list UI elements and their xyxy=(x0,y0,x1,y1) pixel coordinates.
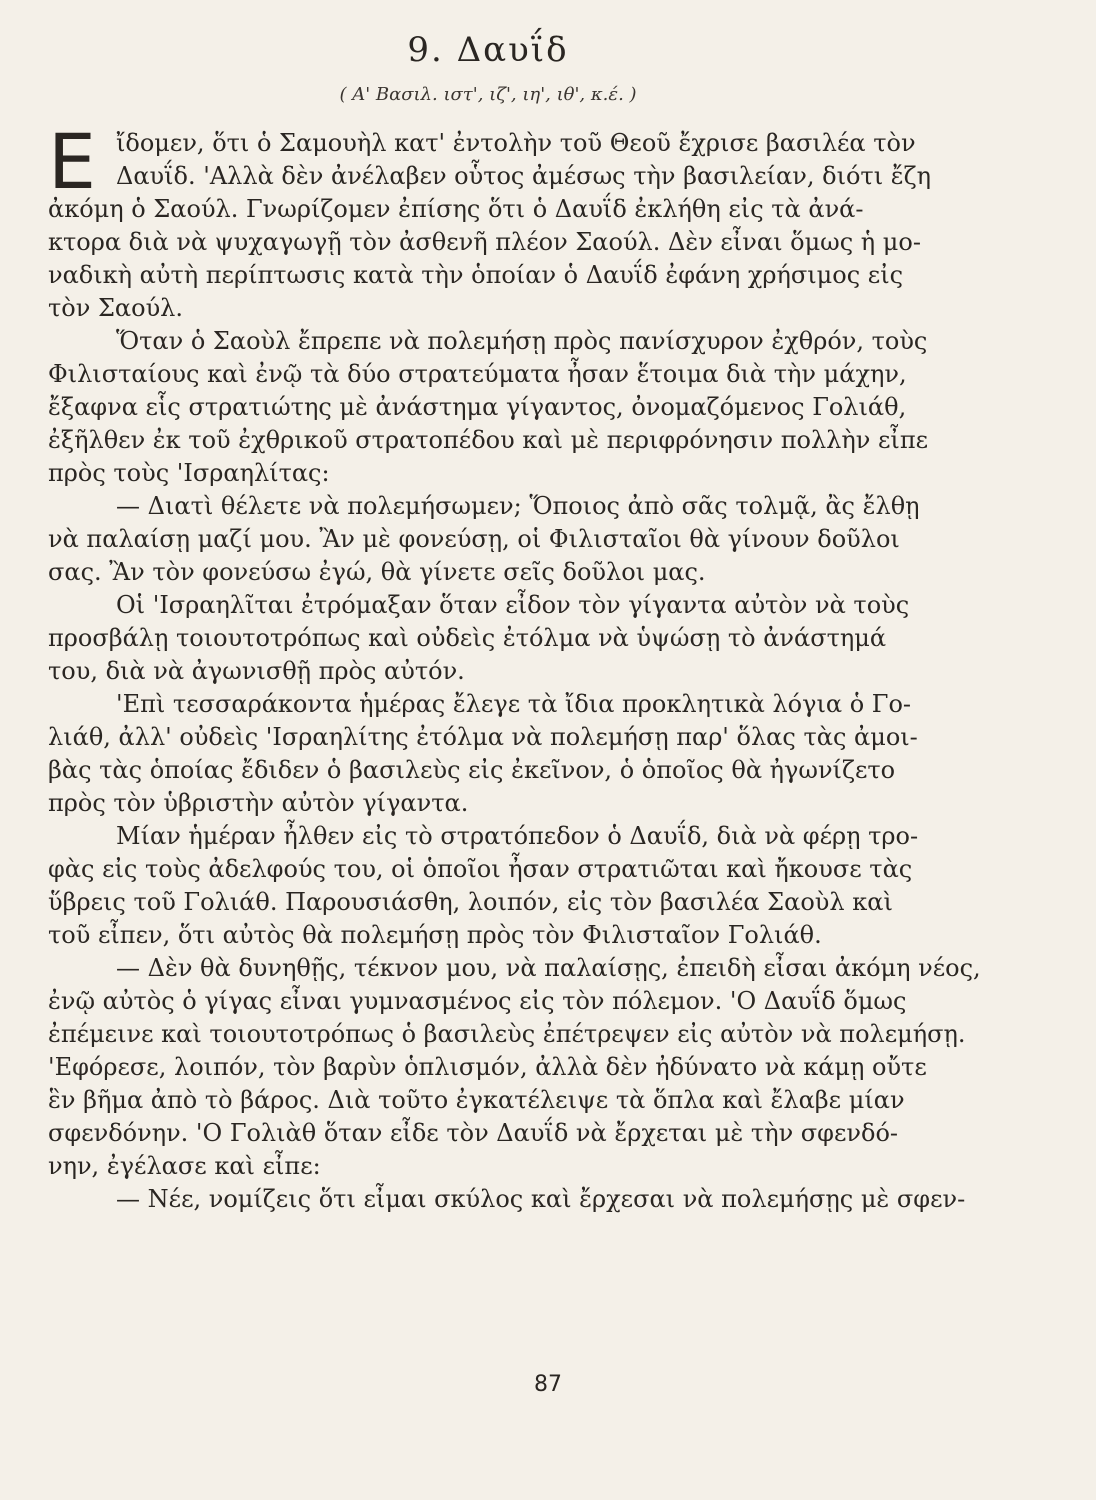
text-line: προσβάλῃ τοιουτοτρόπως καὶ οὐδεὶς ἐτόλμα νὰ ὑψώσῃ τὸ ἀνάστημά xyxy=(48,624,887,652)
text-line: νην, ἐγέλασε καὶ εἶπε: xyxy=(48,1152,321,1180)
text-line: ἔξαφνα εἷς στρατιώτης μὲ ἀνάστημα γίγαντος, ὀνομαζόμενος Γολιάθ, xyxy=(48,393,907,421)
text-line: Φιλισταίους καὶ ἐνῷ τὰ δύο στρατεύματα ἦσαν ἕτοιμα διὰ τὴν μάχην, xyxy=(48,360,907,388)
text-line: σφενδόνην. 'Ο Γολιὰθ ὅταν εἶδε τὸν Δαυΐδ νὰ ἔρχεται μὲ τὴν σφενδό- xyxy=(48,1119,899,1147)
text-line: κτορα διὰ νὰ ψυχαγωγῇ τὸν ἀσθενῆ πλέον Σαούλ. Δὲν εἶναι ὅμως ἡ μο- xyxy=(48,228,921,256)
page-number: 87 xyxy=(534,1372,562,1397)
page xyxy=(48,30,981,1216)
page-title: 9. Δαυΐδ xyxy=(407,30,569,70)
text-line: 'Εφόρεσε, λοιπόν, τὸν βαρὺν ὁπλισμόν, ἀλλὰ δὲν ἠδύνατο νὰ κάμῃ οὔτε xyxy=(48,1053,927,1081)
text-line: — Δὲν θὰ δυνηθῇς, τέκνον μου, νὰ παλαίσῃς, ἐπειδὴ εἶσαι ἀκόμη νέος, xyxy=(116,954,981,982)
text-line: σας. Ἂν τὸν φονεύσω ἐγώ, θὰ γίνετε σεῖς δοῦλοι μας. xyxy=(48,558,706,586)
text-line: 'Επὶ τεσσαράκοντα ἡμέρας ἔλεγε τὰ ἴδια προκλητικὰ λόγια ὁ Γο- xyxy=(116,690,912,718)
text-line: Ὅταν ὁ Σαοὺλ ἔπρεπε νὰ πολεμήσῃ πρὸς πανίσχυρον ἐχθρόν, τοὺς xyxy=(116,327,928,355)
text-line: τὸν Σαούλ. xyxy=(48,294,183,322)
drop-cap: Ε xyxy=(48,117,97,206)
text-line: ἐξῆλθεν ἐκ τοῦ ἐχθρικοῦ στρατοπέδου καὶ μὲ περιφρόνησιν πολλὴν εἶπε xyxy=(48,426,929,454)
chapter-reference: ( Α' Βασιλ. ιστ', ιζ', ιη', ιθ', κ.έ. ) xyxy=(339,84,637,105)
paragraph-goliath-mocks xyxy=(48,1183,966,1216)
text-line: Δαυΐδ. 'Αλλὰ δὲν ἀνέλαβεν οὗτος ἀμέσως τὴν βασιλείαν, διότι ἔζη xyxy=(116,162,932,190)
text-line: ἀκόμη ὁ Σαούλ. Γνωρίζομεν ἐπίσης ὅτι ὁ Δαυΐδ ἐκλήθη εἰς τὰ ἀνά- xyxy=(48,195,864,223)
text-line: Μίαν ἡμέραν ἦλθεν εἰς τὸ στρατόπεδον ὁ Δαυΐδ, διὰ νὰ φέρῃ τρο- xyxy=(116,822,919,850)
text-line: ἴδομεν, ὅτι ὁ Σαμουὴλ κατ' ἐντολὴν τοῦ Θεοῦ ἔχρισε βασιλέα τὸν xyxy=(116,129,916,157)
paragraph-goliath-speech xyxy=(48,490,928,589)
text-line: Οἱ 'Ισραηλῖται ἐτρόμαξαν ὅταν εἶδον τὸν γίγαντα αὐτὸν νὰ τοὺς xyxy=(116,591,910,619)
paragraph-king-reply xyxy=(48,952,981,1183)
text-line: νὰ παλαίσῃ μαζί μου. Ἂν μὲ φονεύσῃ, οἱ Φιλισταῖοι θὰ γίνουν δοῦλοι xyxy=(48,525,900,553)
text-line: πρὸς τὸν ὑβριστὴν αὐτὸν γίγαντα. xyxy=(48,789,469,817)
text-line: του, διὰ νὰ ἀγωνισθῇ πρὸς αὐτόν. xyxy=(48,657,465,685)
text-line: ἐνῷ αὐτὸς ὁ γίγας εἶναι γυμνασμένος εἰς τὸν πόλεμον. 'Ο Δαυΐδ ὅμως xyxy=(48,987,907,1015)
text-line: λιάθ, ἀλλ' οὐδεὶς 'Ισραηλίτης ἐτόλμα νὰ πολεμήσῃ παρ' ὅλας τὰς ἀμοι- xyxy=(48,723,918,751)
paragraph-goliath-challenge xyxy=(48,325,928,490)
text-line: βὰς τὰς ὁποίας ἔδιδεν ὁ βασιλεὺς εἰς ἐκεῖνον, ὁ ὁποῖος θὰ ἠγωνίζετο xyxy=(48,756,896,784)
text-line: ναδικὴ αὐτὴ περίπτωσις κατὰ τὴν ὁποίαν ὁ Δαυΐδ ἐφάνη χρήσιμος εἰς xyxy=(48,261,904,289)
text-line: πρὸς τοὺς 'Ισραηλίτας: xyxy=(48,459,330,487)
paragraph-david-arrives xyxy=(48,820,928,952)
text-line: ἐπέμεινε καὶ τοιουτοτρόπως ὁ βασιλεὺς ἐπέτρεψεν εἰς αὐτὸν νὰ πολεμήσῃ. xyxy=(48,1020,966,1048)
first-paragraph xyxy=(48,117,932,325)
text-line: ὕβρεις τοῦ Γολιάθ. Παρουσιάσθη, λοιπόν, εἰς τὸν βασιλέα Σαοὺλ καὶ xyxy=(48,888,893,916)
text-line: — Νέε, νομίζεις ὅτι εἶμαι σκύλος καὶ ἔρχεσαι νὰ πολεμήσῃς μὲ σφεν- xyxy=(116,1185,966,1213)
text-line: ἓν βῆμα ἀπὸ τὸ βάρος. Διὰ τοῦτο ἐγκατέλειψε τὰ ὅπλα καὶ ἔλαβε μίαν xyxy=(48,1086,905,1114)
paragraph-forty-days xyxy=(48,688,928,820)
text-line: φὰς εἰς τοὺς ἀδελφούς του, οἱ ὁποῖοι ἦσαν στρατιῶται καὶ ἤκουσε τὰς xyxy=(48,855,913,883)
text-line: τοῦ εἶπεν, ὅτι αὐτὸς θὰ πολεμήσῃ πρὸς τὸν Φιλισταῖον Γολιάθ. xyxy=(48,921,822,949)
text-line: — Διατὶ θέλετε νὰ πολεμήσωμεν; Ὅποιος ἀπὸ σᾶς τολμᾷ, ἂς ἔλθῃ xyxy=(116,492,920,520)
paragraph-israelites-fear xyxy=(48,589,928,688)
